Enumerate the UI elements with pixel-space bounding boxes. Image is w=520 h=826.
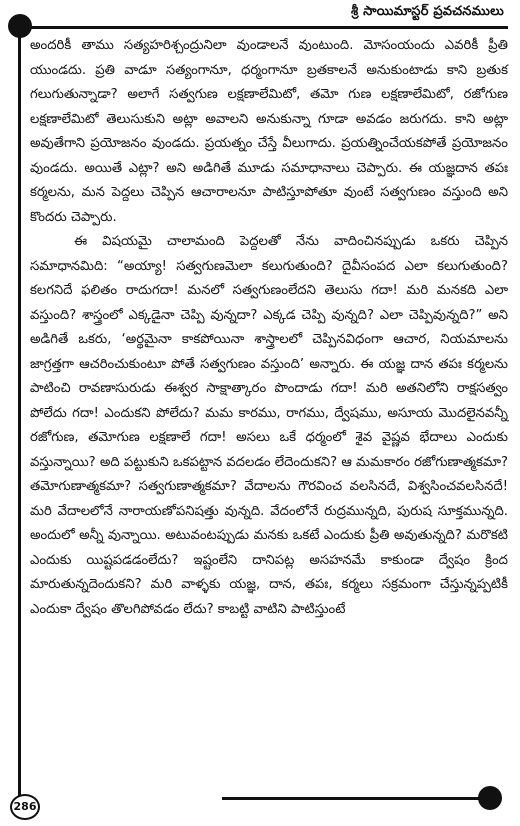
left-margin-rule [18,18,21,798]
running-header-title: శ్రీ సాయిమాస్టర్ ప్రవచనములు [351,4,504,19]
header-ornament-dot [8,14,32,38]
page-body [30,34,508,622]
footer-ornament-dot [478,786,502,810]
page-number: 286 [10,794,40,820]
paragraph-2: ఈ విషయమై చాలామంది పెద్దలతో నేను వాదించినప్పుడు ఒకరు చెప్పిన సమాధానమిది: “అయ్యా! సత్వగుణమెలా కలుగుతుంది? దైవీసంపద ఎలా కలుగుతుంది? కలగనిదే ఫలితం రాదుగదా! మనలో సత్వగుణంలేదని తెలుసు గదా! మరి మనకది ఎలా వస్తుంది? శాస్త్రంలో ఎక్కడైనా చెప్పి వున్నదా? ఎక్కడ చెప్పి వున్నది? ఎలా చెప్పివున్నది?” అని అడిగితే ఒకరు, ‘అర్థమైనా కాకపోయినా శాస్త్రాలలో చెప్పినవిధంగా ఆచార, నియమాలను జాగ్రత్తగా ఆచరించుకుంటూ పోతే సత్వగుణం వస్తుంది’ అన్నారు. ఈ యజ్ఞ దాన తపః కర్మలను పాటించి రావణాసురుడు ఈశ్వర సాక్షాత్కారం పొందాడు గదా! మరి అతనిలోని రాక్షసత్వం పోలేదు గదా! ఎందుకని పోలేదు? మమ కారము, రాగము, ద్వేషము, అసూయ మొదలైనవన్నీ రజోగుణ, తమోగుణ లక్షణాలే గదా! అసలు ఒకే ధర్మంలో శైవ వైష్ణవ భేదాలు ఎందుకు వస్తున్నాయి? అది పట్టుకుని ఒకపట్టాన వదలడం లేదెందుకని? ఆ మమకారం రజోగుణాత్మకమా? తమోగుణాత్మకమా? సత్వగుణాత్మకమా? వేదాలను గౌరవించ వలసినదే, విశ్వసించవలసినదే! మరి వేదాలలోనే నారాయణోపనిషత్తు వున్నది. వేదంలోనే రుద్రమున్నది, పురుష సూక్తమున్నది. అందులో అన్నీ వున్నాయి. అటువంటప్పుడు మనకు ఒకటే ఎందుకు ప్రీతి అవుతున్నది? మరొకటి ఎందుకు యిష్టపడడంలేదు? ఇష్టంలేని దానిపట్ల అసహనమే కాకుండా ద్వేషం క్రింద మారుతున్నదెందుకని? మరి వాళ్ళకు యజ్ఞ, దాన, తపః, కర్మలు సక్రమంగా చేస్తున్నప్పటికీ ఎందుకా ద్వేషం తొలగిపోవడం లేదు? కాబట్టి వాటిని పాటిస్తుంటే [30,234,509,617]
paragraph-1: అందరికీ తాము సత్యహరిశ్చంద్రునిలా వుండాలనే వుంటుంది. మోసంయందు ఎవరికీ ప్రీతి యుండదు. ప్రతి వాడూ సత్యంగానూ, ధర్మంగానూ బ్రతకాలనే అనుకుంటాడు కాని బ్రతుక గలుగుతున్నాడా? అలాగే సత్వగుణ లక్షణాలేమిటో, తమో గుణ లక్షణాలేమిటో, రజోగుణ లక్షణాలేమిటో తెలుసుకుని అట్లా అవాలని అనుకున్నా గూడా అవడం జరుగదు. కాని అట్లా అవుతేగాని ప్రయోజనం వుండదు. ప్రయత్నం చేస్తే వీలుగాదు. ప్రయత్నించేయకపోతే ప్రయోజనం వుండదు. అయితే ఎట్లా? అని అడిగితే మూడు సమాధానాలు చెప్పారు. ఈ యజ్ఞదాన తపః కర్మలను, మన పెద్దలు చెప్పిన ఆచారాలనూ పాటిస్తూపోతూ వుంటే సత్వగుణం వస్తుంది అని కొందరు చెప్పారు. [30,38,508,225]
footer-rule [222,797,492,800]
header-rule [20,26,508,29]
